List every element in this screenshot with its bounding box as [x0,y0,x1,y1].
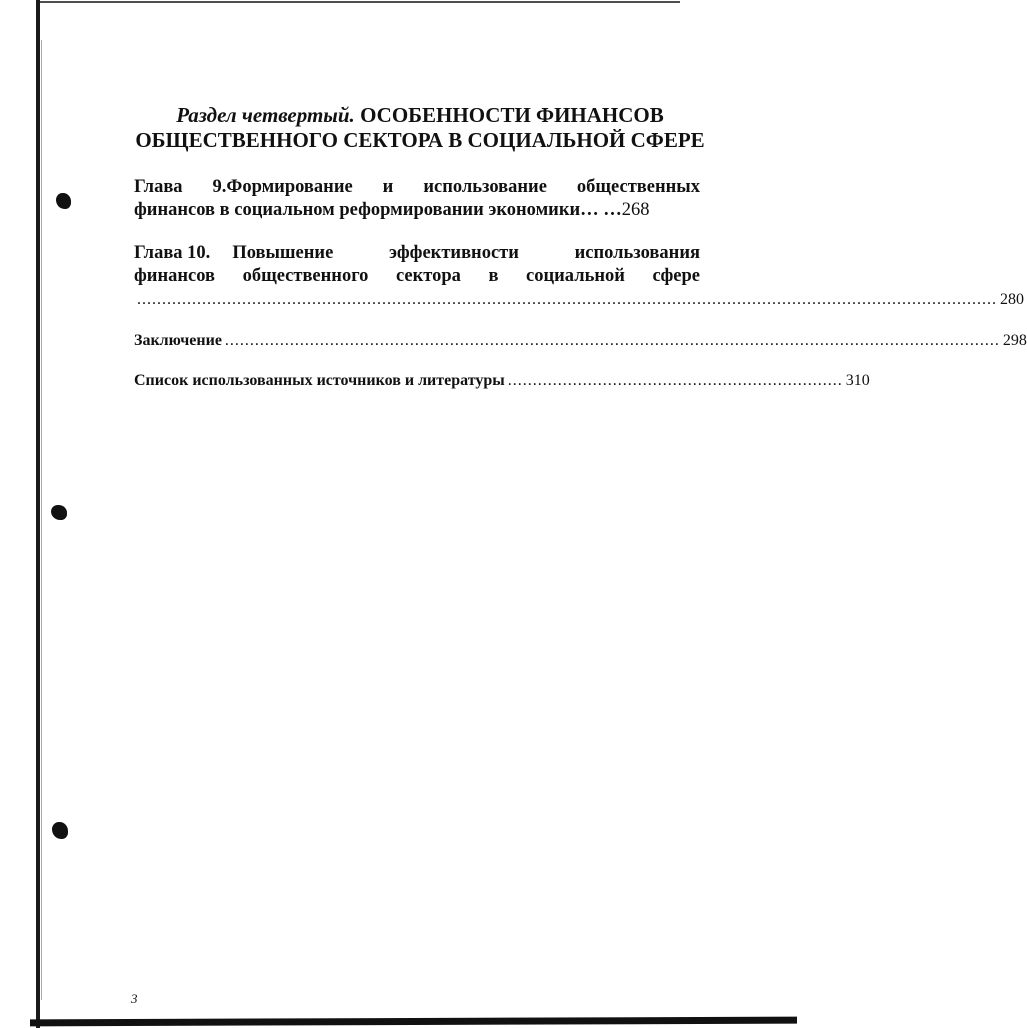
chapter-10-prefix: Глава 10. [134,243,211,263]
section-title-line2: ОБЩЕСТВЕННОГО СЕКТОРА В СОЦИАЛЬНОЙ СФЕРЕ [135,128,705,152]
punch-hole-middle [51,505,67,520]
chapter-10-title-line2: финансов общественного сектора в социальной сфере [134,266,700,286]
footer-page-number: 3 [131,991,138,1006]
conclusion-title: Заключение [134,332,222,349]
scan-edge-shadow [41,40,42,1000]
scan-bottom-bar [30,1017,797,1027]
scan-top-line [40,1,680,3]
conclusion-leader: ........................................................................................................................................................... [224,332,1000,349]
chapter-10-title-line1: Повышение эффективности использования [232,243,700,263]
chapter-10-leader: ............................................................................................................................................................................ [137,291,997,308]
section-title-line1: ОСОБЕННОСТИ ФИНАНСОВ [360,103,664,127]
toc-entry-chapter-10[interactable] [134,242,1024,311]
section-label: Раздел четвертый. [176,103,355,127]
punch-hole-top [56,193,71,209]
bibliography-page-number: 310 [845,372,870,389]
chapter-9-page-number: 268 [621,200,650,220]
toc-entry-bibliography[interactable] [134,371,870,391]
conclusion-page-number: 298 [1002,332,1027,349]
bibliography-title: Список использованных источников и литературы [134,372,505,389]
chapter-10-page-number: 280 [1000,291,1024,308]
chapter-9-title-line2: финансов в социальном реформировании экономики… … [134,200,622,220]
toc-entry-chapter-9[interactable] [134,176,700,222]
toc-entry-conclusion[interactable] [134,331,1027,351]
scan-left-edge [36,0,40,1028]
bibliography-leader: ................................................................... [507,372,843,389]
section-heading [120,103,720,153]
chapter-9-title-line1: Глава 9.Формирование и использование общественных [134,177,700,197]
table-of-contents [134,176,1027,391]
punch-hole-bottom [52,822,68,839]
